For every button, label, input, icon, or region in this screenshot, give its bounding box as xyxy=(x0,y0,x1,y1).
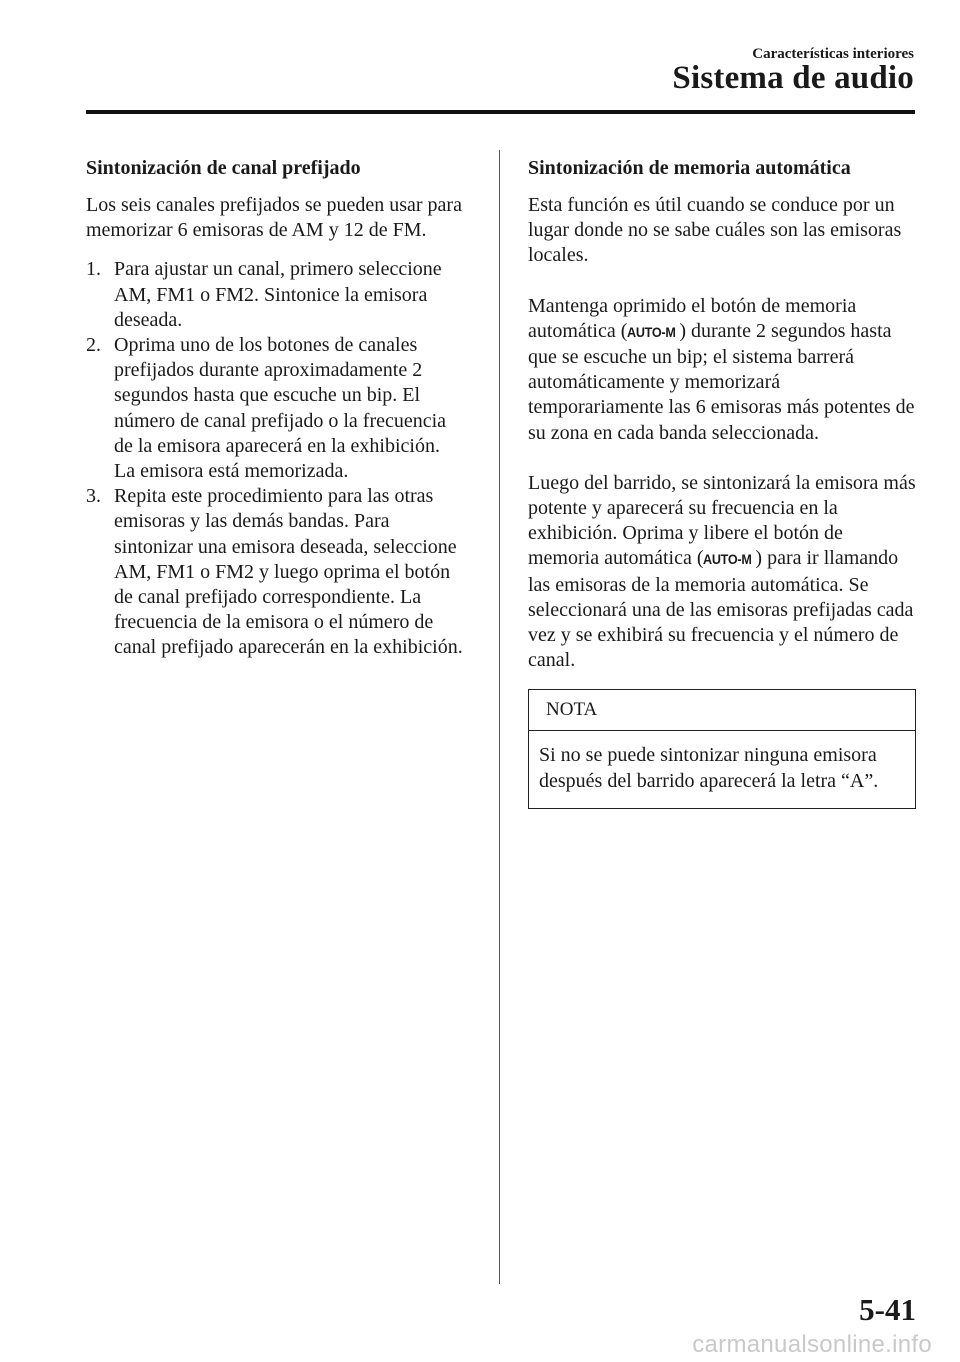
right-column xyxy=(528,156,918,809)
para-2-text-after: ) durante 2 segundos hasta que se escuche un bip; el sistema barrerá automáticamente y memorizará temporariamente las 6 emisoras más potentes de su zona en cada banda seleccionada. xyxy=(528,319,915,444)
left-column xyxy=(86,156,466,661)
step-text: Repita este procedimiento para las otras emisoras y las demás bandas. Para sintonizar una emisora deseada, seleccione AM, FM1 o FM2 y luego oprima el botón de canal prefijado correspondiente. La frecuencia de la emisora o el número de canal prefijado aparecerán en la exhibición. xyxy=(114,485,463,659)
header-rule xyxy=(86,110,915,114)
step-number: 2. xyxy=(86,334,101,357)
page-number: 5-41 xyxy=(859,1292,916,1327)
preset-tuning-heading: Sintonización de canal prefijado xyxy=(86,157,361,179)
step-item xyxy=(86,333,466,484)
para-2-text-before: Mantenga oprimido el botón de memoria automática ( xyxy=(528,294,857,342)
auto-memory-para-3 xyxy=(528,471,918,674)
page-title: Sistema de audio xyxy=(672,60,914,96)
para-3-text-before: Luego del barrido, se sintonizará la emisora más potente y aparecerá su frecuencia en la exhibición. Oprima y libere el botón de memoria automática ( xyxy=(528,471,916,570)
note-title: NOTA xyxy=(529,690,915,731)
step-text: Para ajustar un canal, primero seleccione AM, FM1 o FM2. Sintonice la emisora deseada. xyxy=(114,258,442,331)
auto-m-button-glyph: AUTO-M xyxy=(703,551,753,568)
section-label: Características interiores xyxy=(752,46,914,62)
step-item xyxy=(86,257,466,333)
note-box xyxy=(528,689,916,808)
step-number: 1. xyxy=(86,258,101,281)
auto-memory-para-1: Esta función es útil cuando se conduce por un lugar donde no se sabe cuáles son las emisoras locales. xyxy=(528,194,902,267)
para-3-text-after: ) para ir llamando las emisoras de la memoria automática. Se seleccionará una de las emisoras prefijadas cada vez y se exhibirá su frecuencia y el número de canal. xyxy=(528,547,914,672)
step-item xyxy=(86,484,466,660)
preset-steps-list xyxy=(86,257,466,660)
auto-memory-para-2 xyxy=(528,294,918,446)
step-number: 3. xyxy=(86,485,101,508)
preset-intro: Los seis canales prefijados se pueden usar para memorizar 6 emisoras de AM y 12 de FM. xyxy=(86,194,462,242)
note-text: Si no se puede sintonizar ninguna emisora después del barrido aparecerá la letra “A”. xyxy=(539,744,879,792)
auto-memory-heading: Sintonización de memoria automática xyxy=(528,157,851,179)
column-divider xyxy=(499,150,500,1284)
watermark: carmanualsonline.info xyxy=(692,1331,932,1358)
step-text: Oprima uno de los botones de canales prefijados durante aproximadamente 2 segundos hasta que escuche un bip. El número de canal prefijado o la frecuencia de la emisora aparecerá en la exhibición. La emisora está memorizada. xyxy=(114,334,447,483)
auto-m-button-glyph: AUTO-M xyxy=(627,323,676,340)
